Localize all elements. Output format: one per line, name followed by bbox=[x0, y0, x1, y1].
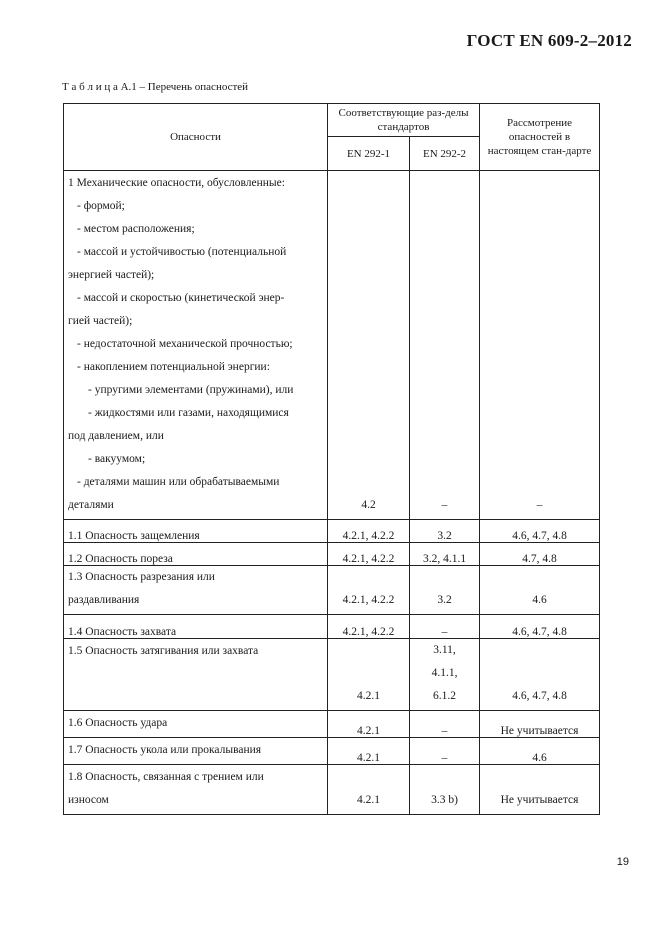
en-292-1-cell: 4.2.1, 4.2.2 bbox=[328, 520, 410, 543]
hazard-line: 1.8 Опасность, связанная с трением или bbox=[68, 771, 264, 783]
hazard-cell: 1.6 Опасность удара bbox=[64, 711, 328, 738]
hazard-line: - вакуумом; bbox=[88, 453, 146, 465]
page-number: 19 bbox=[616, 856, 629, 868]
hazard-line: 1.3 Опасность разрезания или bbox=[68, 571, 215, 583]
table-row bbox=[64, 639, 600, 711]
hazard-line: - деталями машин или обрабатываемыми bbox=[77, 476, 280, 488]
header-en-292-2: EN 292-2 bbox=[410, 137, 480, 171]
table-row bbox=[64, 520, 600, 543]
en-292-2-cell: 3.2, 4.1.1 bbox=[410, 543, 480, 566]
hazard-line: - накоплением потенциальной энергии: bbox=[77, 361, 270, 373]
en-292-1-cell: 4.2.1, 4.2.2 bbox=[328, 543, 410, 566]
hazard-cell: 1.5 Опасность затягивания или захвата bbox=[64, 639, 328, 711]
hazard-line: - массой и скоростью (кинетической энер- bbox=[77, 292, 285, 304]
en-292-2-line: 4.1.1, bbox=[431, 667, 458, 679]
table-row bbox=[64, 765, 600, 815]
hazard-line: деталями bbox=[68, 499, 114, 511]
table-row bbox=[64, 543, 600, 566]
en-292-1-cell: 4.2.1 bbox=[328, 765, 410, 815]
review-cell: – bbox=[480, 171, 600, 520]
review-cell: 4.6, 4.7, 4.8 bbox=[480, 639, 600, 711]
hazard-line: - недостаточной механической прочностью; bbox=[77, 338, 293, 350]
hazard-cell: 1.7 Опасность укола или прокалывания bbox=[64, 738, 328, 765]
hazard-cell: 1.4 Опасность захвата bbox=[64, 615, 328, 639]
hazard-line: энергией частей); bbox=[68, 269, 155, 281]
en-292-2-line: 3.11, bbox=[433, 644, 456, 656]
hazard-cell bbox=[64, 566, 328, 615]
hazard-line: - упругими элементами (пружинами), или bbox=[88, 384, 294, 396]
hazard-cell: 1.1 Опасность защемления bbox=[64, 520, 328, 543]
table-row bbox=[64, 171, 600, 520]
review-cell: 4.6, 4.7, 4.8 bbox=[480, 520, 600, 543]
table-row bbox=[64, 738, 600, 765]
table-row bbox=[64, 566, 600, 615]
table-row bbox=[64, 711, 600, 738]
en-292-1-cell: 4.2.1, 4.2.2 bbox=[328, 566, 410, 615]
en-292-2-cell: 3.2 bbox=[410, 520, 480, 543]
en-292-1-cell: 4.2.1 bbox=[328, 711, 410, 738]
hazard-line: под давлением, или bbox=[68, 430, 164, 442]
review-cell: 4.6 bbox=[480, 738, 600, 765]
header-sections: Соответствующие раз-делы стандартов bbox=[328, 104, 480, 137]
review-cell: Не учитывается bbox=[480, 765, 600, 815]
en-292-1-cell: 4.2 bbox=[328, 171, 410, 520]
hazard-line: гией частей); bbox=[68, 315, 133, 327]
en-292-1-cell: 4.2.1 bbox=[328, 639, 410, 711]
document-code: ГОСТ EN 609-2–2012 bbox=[466, 31, 632, 50]
hazard-line: - формой; bbox=[77, 200, 125, 212]
review-cell: 4.6 bbox=[480, 566, 600, 615]
en-292-1-cell: 4.2.1 bbox=[328, 738, 410, 765]
header-en-292-1: EN 292-1 bbox=[328, 137, 410, 171]
en-292-2-cell: – bbox=[410, 615, 480, 639]
en-292-2-cell: 3.2 bbox=[410, 566, 480, 615]
table-row bbox=[64, 615, 600, 639]
hazard-line: 1 Механические опасности, обусловленные: bbox=[68, 177, 285, 189]
en-292-2-cell: – bbox=[410, 738, 480, 765]
en-292-1-cell: 4.2.1, 4.2.2 bbox=[328, 615, 410, 639]
en-292-2-cell: – bbox=[410, 171, 480, 520]
hazard-cell bbox=[64, 171, 328, 520]
hazard-cell: 1.2 Опасность пореза bbox=[64, 543, 328, 566]
hazard-line: - местом расположения; bbox=[77, 223, 195, 235]
hazard-line: раздавливания bbox=[68, 594, 140, 606]
review-cell: 4.6, 4.7, 4.8 bbox=[480, 615, 600, 639]
en-292-2-cell: – bbox=[410, 711, 480, 738]
hazards-table bbox=[63, 103, 600, 815]
en-292-2-line: 6.1.2 bbox=[433, 690, 456, 702]
header-review: Рассмотрение опасностей в настоящем стан-дарте bbox=[480, 104, 600, 171]
en-292-2-cell bbox=[410, 639, 480, 711]
table-caption: Т а б л и ц а А.1 – Перечень опасностей bbox=[62, 81, 249, 93]
hazard-line: - массой и устойчивостью (потенциальной bbox=[77, 246, 287, 258]
review-cell: 4.7, 4.8 bbox=[480, 543, 600, 566]
header-hazards: Опасности bbox=[64, 104, 328, 171]
hazard-line: - жидкостями или газами, находящимися bbox=[88, 407, 289, 419]
review-cell: Не учитывается bbox=[480, 711, 600, 738]
en-292-2-cell: 3.3 b) bbox=[410, 765, 480, 815]
hazard-line: износом bbox=[68, 794, 109, 806]
hazard-cell bbox=[64, 765, 328, 815]
